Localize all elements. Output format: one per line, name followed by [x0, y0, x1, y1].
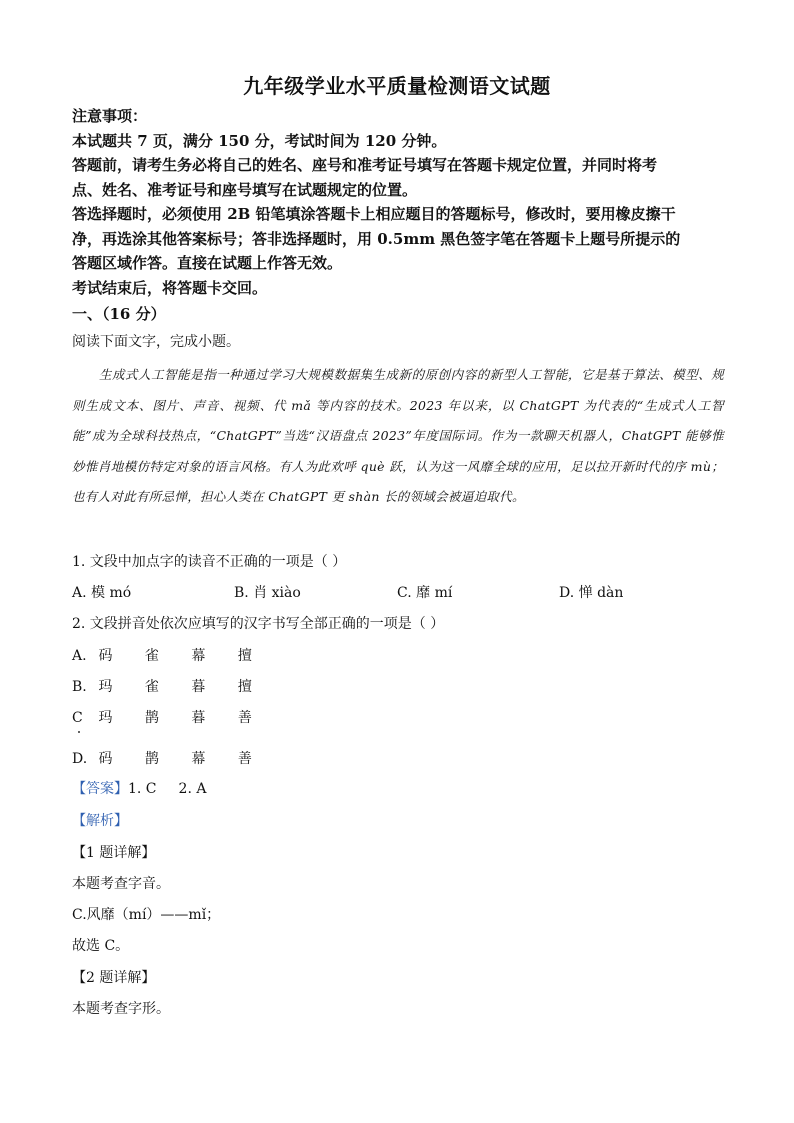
answer-label: 【答案】: [72, 781, 128, 797]
answer-line: [72, 778, 206, 798]
option-char: 玛: [98, 679, 113, 695]
question-2: 2. 文段拼音处依次应填写的汉字书写全部正确的一项是（ ）: [72, 616, 445, 632]
option-d: D. 惮 dàn: [559, 585, 624, 601]
option-row-b: [72, 676, 722, 696]
answer-q2: 2. A: [178, 781, 207, 797]
detail-1-line: 故选 C。: [72, 938, 130, 954]
notice-block: [72, 104, 722, 300]
option-row-d: [72, 748, 722, 768]
answer-q1: 1. C: [128, 781, 157, 797]
notice-line: 答题区域作答。直接在试题上作答无效。: [72, 254, 343, 272]
notice-line: 答选择题时，必须使用 2B 铅笔填涂答题卡上相应题目的答题标号，修改时，要用橡皮擦干: [72, 205, 676, 223]
option-c: C. 靡 mí: [397, 585, 453, 601]
option-label: A.: [72, 648, 87, 664]
notice-heading: 注意事项：: [72, 107, 148, 125]
option-char: 善: [237, 710, 252, 726]
page-title: 九年级学业水平质量检测语文试题: [243, 74, 551, 98]
option-char: 码: [98, 648, 113, 664]
option-char: 善: [237, 751, 252, 767]
notice-line: 答题前，请考生务必将自己的姓名、座号和准考证号填写在答题卡规定位置，并同时将考: [72, 156, 658, 174]
option-char: 幕: [191, 648, 206, 664]
detail-2-line: 本题考查字形。: [72, 1001, 170, 1017]
reading-passage: 生成式人工智能是指一种通过学习大规模数据集生成新的原创内容的新型人工智能，它是基于算法、模型、规则生成文本、图片、声音、视频、代 mǎ 等内容的技术。2023 年以来，以 ChatGPT 为代表的“生成式人工智能”成为全球科技热点，“ChatGPT”当选“汉语盘点 2023”年度国际词。作为一款聊天机器人，ChatGPT 能够惟妙惟肖地模仿特定对象的语言风格。有人为此欢呼 què 跃，认为这一风靡全球的应用，足以拉开新时代的序 mù；也有人对此有所忌惮，担心人类在 ChatGPT 更 shàn 长的领域会被逼迫取代。: [72, 367, 724, 505]
option-label: D.: [72, 751, 88, 767]
stray-dot: [78, 731, 80, 733]
option-label: B.: [72, 679, 87, 695]
option-char: 码: [98, 751, 113, 767]
option-label: C: [72, 710, 83, 726]
option-char: 暮: [191, 679, 206, 695]
option-char: 幕: [191, 751, 206, 767]
analysis-label: 【解析】: [72, 813, 128, 829]
option-char: 擅: [237, 679, 252, 695]
notice-line: 净，再选涂其他答案标号；答非选择题时，用 0.5mm 黑色签字笔在答题卡上题号所提示的: [72, 229, 681, 248]
option-char: 雀: [144, 679, 159, 695]
option-char: 鹊: [144, 710, 159, 726]
option-row-a: [72, 645, 722, 665]
detail-2-heading: 【2 题详解】: [72, 970, 156, 986]
option-b: B. 肖 xiào: [234, 585, 301, 601]
option-char: 玛: [98, 710, 113, 726]
notice-line: 本试题共 7 页，满分 150 分，考试时间为 120 分钟。: [72, 131, 447, 150]
notice-line: 点、姓名、准考证号和座号填写在试题规定的位置。: [72, 180, 418, 199]
section-intro: 阅读下面文字，完成小题。: [72, 334, 240, 350]
option-row-c: [72, 707, 722, 727]
notice-line: 考试结束后，将答题卡交回。: [72, 278, 268, 297]
detail-1-line: C.风靡（mí）——mǐ；: [72, 907, 221, 923]
option-char: 雀: [144, 648, 159, 664]
option-char: 擅: [237, 648, 252, 664]
question-1: 1. 文段中加点字的读音不正确的一项是（ ）: [72, 554, 347, 570]
option-char: 鹊: [144, 751, 159, 767]
option-char: 暮: [191, 710, 206, 726]
detail-1-heading: 【1 题详解】: [72, 845, 156, 861]
detail-1-line: 本题考查字音。: [72, 876, 170, 892]
section-heading: 一、（16 分）: [72, 305, 166, 323]
option-a: A. 模 mó: [72, 585, 132, 601]
